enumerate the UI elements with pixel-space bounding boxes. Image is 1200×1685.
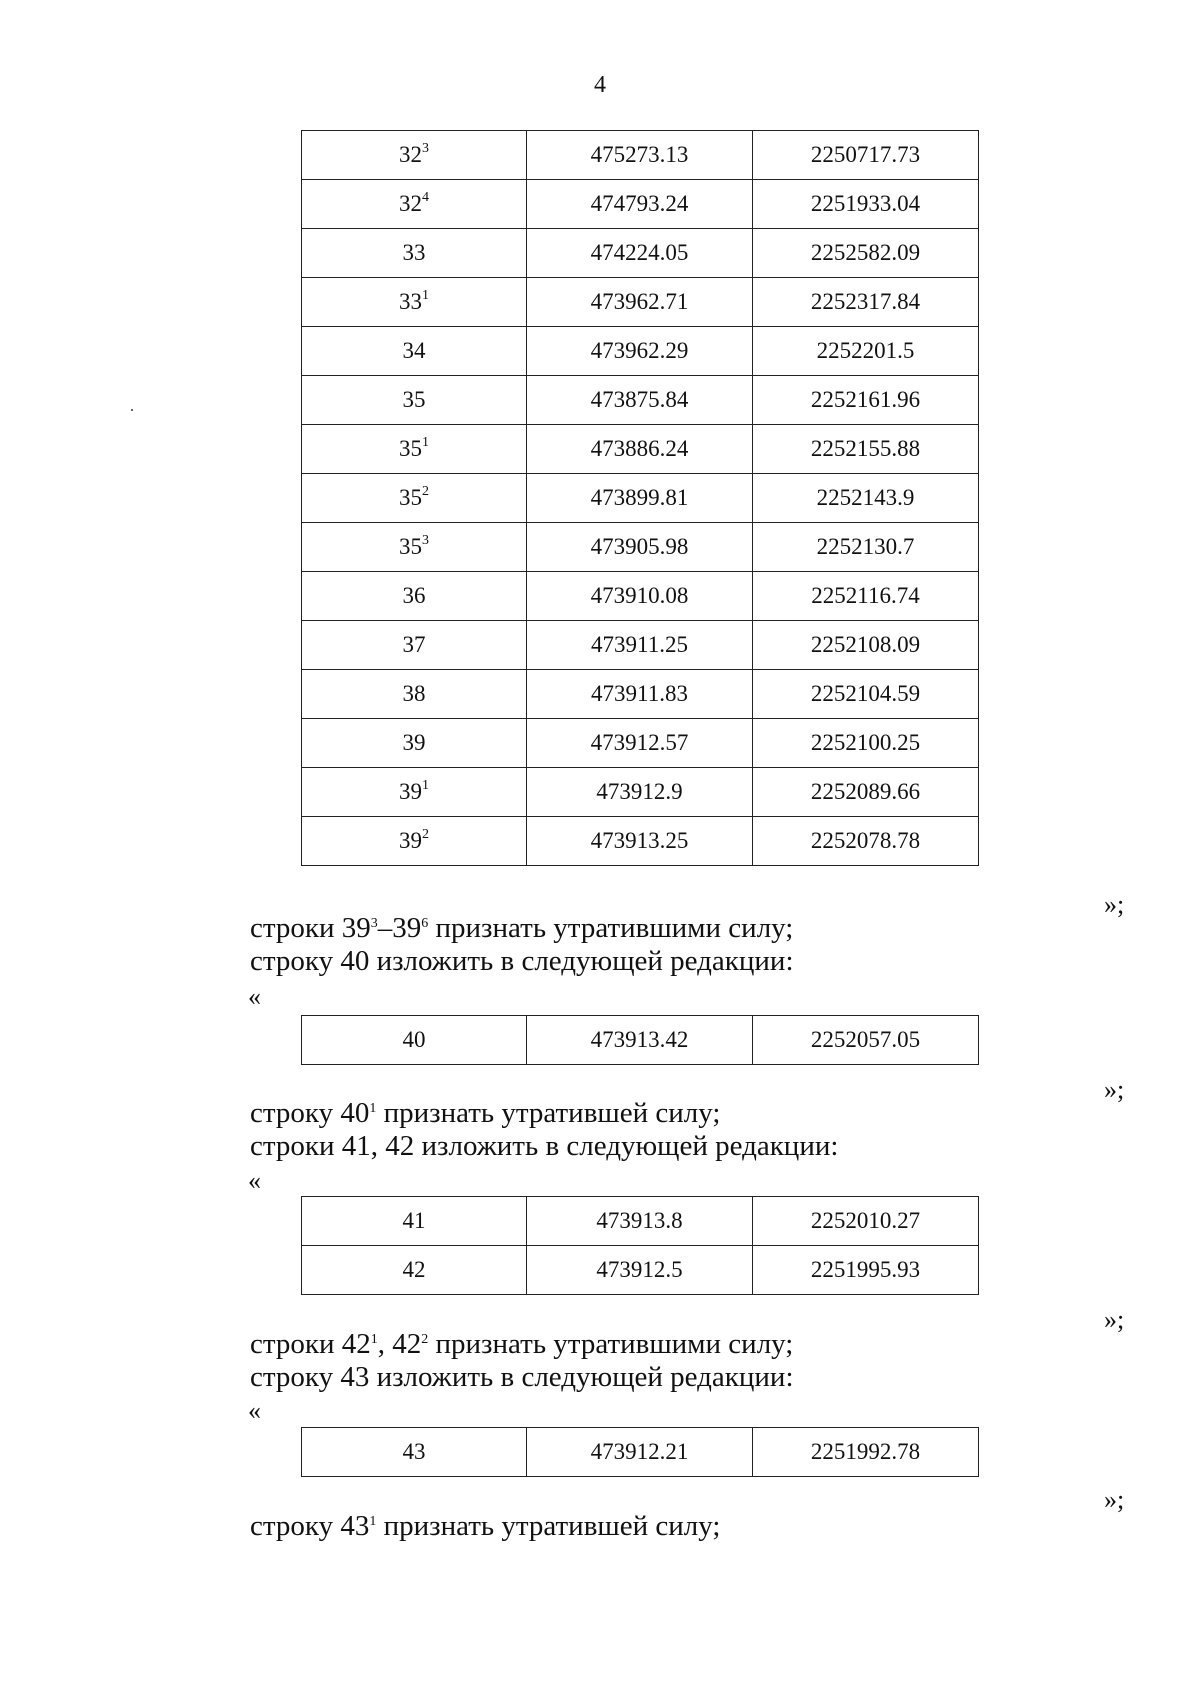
y-coordinate-cell: 2252155.88 [753, 425, 979, 474]
x-coordinate-cell: 473899.81 [527, 474, 753, 523]
coordinates-table-body [302, 131, 979, 866]
paragraph-row-40-amend: строку 40 изложить в следующей редакции: [250, 945, 794, 977]
table-row [302, 229, 979, 278]
row-number: 35 [399, 534, 422, 559]
x-coordinate-cell: 473910.08 [527, 572, 753, 621]
y-coordinate-cell: 2252130.7 [753, 523, 979, 572]
x-coordinate-cell: 473962.29 [527, 327, 753, 376]
para-text: строки 39 [250, 912, 371, 944]
row-number-cell [302, 229, 527, 278]
row-number: 32 [399, 191, 422, 216]
row-number-cell [302, 1246, 527, 1295]
table-row [302, 1246, 979, 1295]
table-row [302, 670, 979, 719]
row-number-cell [302, 376, 527, 425]
para-text: строки 42 [250, 1328, 371, 1360]
closing-quote: »; [1104, 1305, 1125, 1334]
table-row [302, 1197, 979, 1246]
table-row [302, 327, 979, 376]
superscript: 3 [370, 916, 378, 931]
row-40-table [301, 1015, 979, 1065]
closing-quote: »; [1104, 1075, 1125, 1104]
row-number-cell [302, 327, 527, 376]
row-number-cell [302, 131, 527, 180]
x-coordinate-cell: 473886.24 [527, 425, 753, 474]
row-number-cell [302, 474, 527, 523]
y-coordinate-cell: 2251933.04 [753, 180, 979, 229]
row-number-superscript: 2 [422, 484, 429, 499]
row-number-superscript: 2 [422, 827, 429, 842]
y-coordinate-cell: 2252161.96 [753, 376, 979, 425]
table-row [302, 180, 979, 229]
x-coordinate-cell: 473911.83 [527, 670, 753, 719]
page-number: 4 [594, 72, 606, 98]
paragraph-row-40-1-repealed [250, 1097, 720, 1130]
x-coordinate-cell: 473875.84 [527, 376, 753, 425]
row-number: 35 [402, 387, 426, 412]
y-coordinate-cell: 2252317.84 [753, 278, 979, 327]
row-number: 38 [402, 681, 426, 706]
scan-speck [131, 409, 133, 411]
para-text: строку 40 [250, 1097, 370, 1129]
row-number-cell [302, 278, 527, 327]
row-number-cell [302, 768, 527, 817]
para-text: признать утратившей силу; [376, 1510, 721, 1542]
y-coordinate-cell: 2252100.25 [753, 719, 979, 768]
y-coordinate-cell: 2252078.78 [753, 817, 979, 866]
y-coordinate-cell: 2251995.93 [753, 1246, 979, 1295]
row-number-cell [302, 425, 527, 474]
row-number-superscript: 1 [422, 435, 429, 450]
y-coordinate-cell: 2252104.59 [753, 670, 979, 719]
row-number: 32 [399, 142, 422, 167]
superscript: 1 [370, 1332, 378, 1347]
para-text: –39 [377, 912, 422, 944]
row-number-superscript: 3 [422, 141, 429, 156]
table-row [302, 572, 979, 621]
table-row [302, 425, 979, 474]
row-number-cell [302, 523, 527, 572]
paragraph-rows-39-3-to-39-6-repealed [250, 912, 793, 945]
x-coordinate-cell: 473912.57 [527, 719, 753, 768]
row-number: 39 [399, 779, 422, 804]
y-coordinate-cell: 2252201.5 [753, 327, 979, 376]
row-43-table [301, 1427, 979, 1477]
y-coordinate-cell: 2252089.66 [753, 768, 979, 817]
y-coordinate-cell: 2250717.73 [753, 131, 979, 180]
row-number: 39 [402, 730, 426, 755]
row-number-cell [302, 572, 527, 621]
opening-quote: « [248, 1166, 261, 1195]
closing-quote: »; [1104, 1485, 1125, 1514]
superscript: 6 [421, 916, 429, 931]
paragraph-row-43-1-repealed [250, 1510, 720, 1543]
row-number: 35 [399, 485, 422, 510]
paragraph-rows-41-42-amend: строки 41, 42 изложить в следующей редакции: [250, 1130, 839, 1162]
rows-41-42-table-body [302, 1197, 979, 1295]
row-number: 39 [399, 828, 422, 853]
y-coordinate-cell: 2252116.74 [753, 572, 979, 621]
y-coordinate-cell: 2252143.9 [753, 474, 979, 523]
table-row [302, 474, 979, 523]
table-row [302, 817, 979, 866]
closing-quote: »; [1104, 890, 1125, 919]
row-number: 42 [402, 1257, 426, 1282]
superscript: 1 [369, 1514, 377, 1529]
x-coordinate-cell: 473912.5 [527, 1246, 753, 1295]
row-number-cell [302, 719, 527, 768]
coordinates-table [301, 130, 979, 866]
x-coordinate-cell: 473912.21 [527, 1428, 753, 1477]
rows-41-42-table [301, 1196, 979, 1295]
row-number: 33 [399, 289, 422, 314]
row-number-cell [302, 670, 527, 719]
table-row [302, 768, 979, 817]
table-row [302, 621, 979, 670]
row-number-cell [302, 817, 527, 866]
table-row [302, 523, 979, 572]
y-coordinate-cell: 2251992.78 [753, 1428, 979, 1477]
row-number-cell [302, 180, 527, 229]
table-row [302, 719, 979, 768]
row-number: 36 [402, 583, 426, 608]
para-text: признать утратившими силу; [428, 912, 794, 944]
row-number-superscript: 1 [422, 288, 429, 303]
para-text: признать утратившей силу; [376, 1097, 721, 1129]
y-coordinate-cell: 2252582.09 [753, 229, 979, 278]
para-text: , 42 [377, 1328, 422, 1360]
table-row [302, 376, 979, 425]
x-coordinate-cell: 473912.9 [527, 768, 753, 817]
y-coordinate-cell: 2252010.27 [753, 1197, 979, 1246]
x-coordinate-cell: 473913.8 [527, 1197, 753, 1246]
row-number-superscript: 1 [422, 778, 429, 793]
x-coordinate-cell: 475273.13 [527, 131, 753, 180]
x-coordinate-cell: 473913.25 [527, 817, 753, 866]
row-number-superscript: 4 [422, 190, 429, 205]
opening-quote: « [248, 1396, 261, 1425]
superscript: 1 [369, 1101, 377, 1116]
row-number: 35 [399, 436, 422, 461]
row-number-cell [302, 621, 527, 670]
row-number-superscript: 3 [422, 533, 429, 548]
row-number-cell: 43 [302, 1428, 527, 1477]
y-coordinate-cell: 2252057.05 [753, 1016, 979, 1065]
row-number: 37 [402, 632, 426, 657]
para-text: признать утратившими силу; [428, 1328, 794, 1360]
paragraph-rows-42-1-42-2-repealed [250, 1328, 793, 1361]
paragraph-row-43-amend: строку 43 изложить в следующей редакции: [250, 1361, 794, 1393]
opening-quote: « [248, 982, 261, 1011]
y-coordinate-cell: 2252108.09 [753, 621, 979, 670]
table-row [302, 1016, 979, 1065]
row-number-cell: 40 [302, 1016, 527, 1065]
table-row [302, 278, 979, 327]
x-coordinate-cell: 473962.71 [527, 278, 753, 327]
row-number: 41 [402, 1208, 426, 1233]
para-text: строку 43 [250, 1510, 370, 1542]
x-coordinate-cell: 473911.25 [527, 621, 753, 670]
x-coordinate-cell: 474224.05 [527, 229, 753, 278]
row-number: 34 [402, 338, 426, 363]
x-coordinate-cell: 473905.98 [527, 523, 753, 572]
x-coordinate-cell: 473913.42 [527, 1016, 753, 1065]
row-number-cell [302, 1197, 527, 1246]
table-row [302, 1428, 979, 1477]
table-row [302, 131, 979, 180]
superscript: 2 [421, 1332, 429, 1347]
x-coordinate-cell: 474793.24 [527, 180, 753, 229]
row-number: 33 [402, 240, 426, 265]
